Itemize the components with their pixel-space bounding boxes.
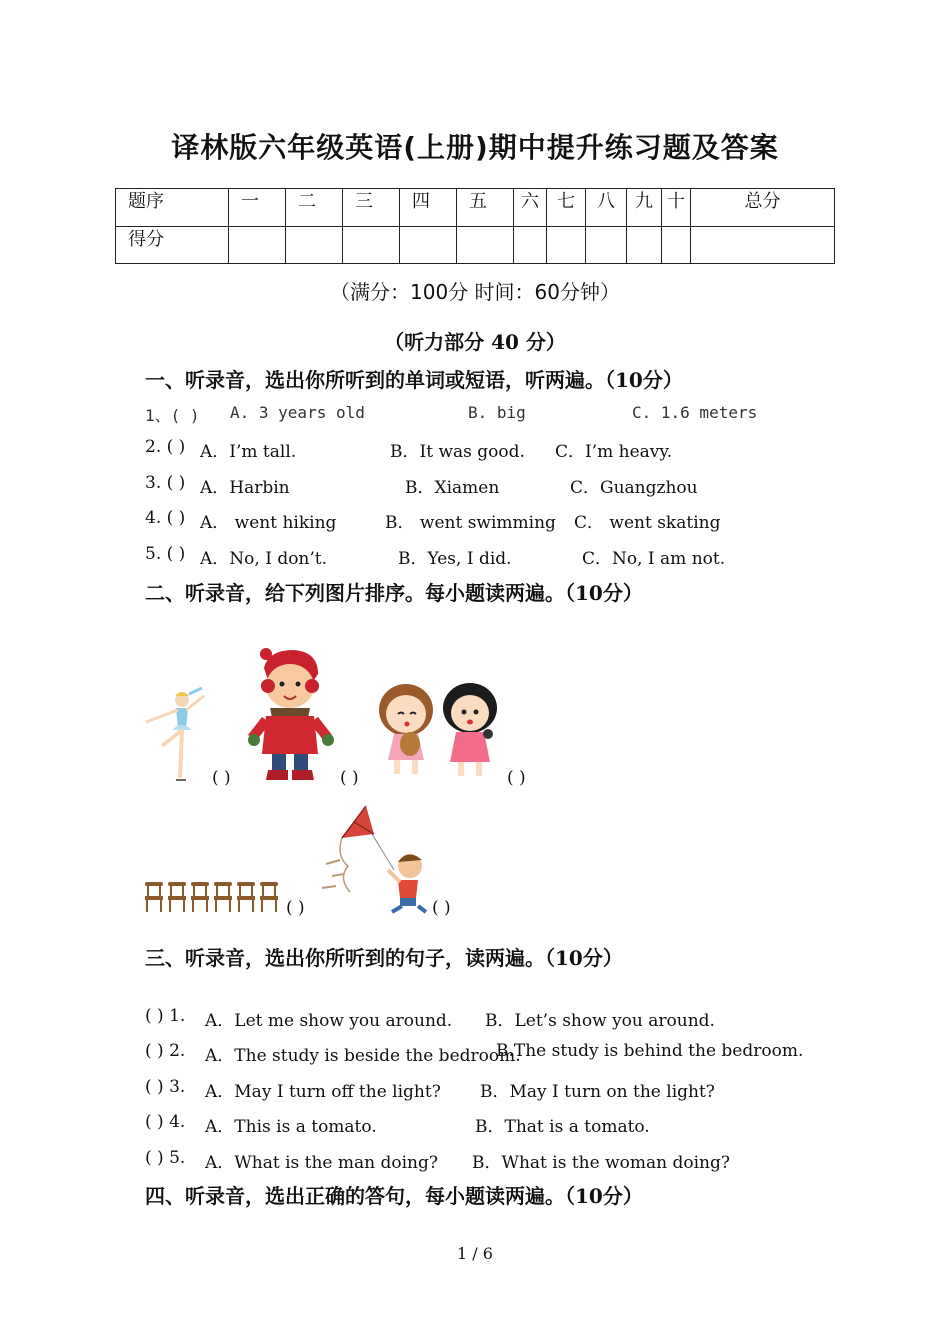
score-input-cell	[343, 226, 400, 264]
score-cell: 六	[514, 189, 547, 227]
option-a: A．What is the man doing?	[205, 1153, 438, 1173]
option-a: A．I’m tall.	[200, 442, 297, 462]
option-b: B． went swimming	[385, 513, 556, 533]
score-cell: 五	[457, 189, 514, 227]
answer-blank[interactable]: ( )	[432, 898, 451, 918]
answer-blank[interactable]: ( )	[340, 768, 359, 788]
score-table-score-row	[116, 226, 835, 264]
score-input-cell	[691, 226, 835, 264]
option-b: B. big	[468, 403, 526, 422]
option-c: C．Guangzhou	[570, 478, 698, 498]
option-a: A. 3 years old	[230, 403, 365, 422]
listening-part-heading: （听力部分 40 分）	[384, 330, 566, 354]
score-cell: 一	[229, 189, 286, 227]
singing-girls-icon	[374, 682, 504, 782]
option-b: B．What is the woman doing?	[472, 1153, 730, 1173]
question-number: 1、( )	[145, 406, 200, 425]
option-a: A．Harbin	[200, 478, 290, 498]
score-input-cell	[229, 226, 286, 264]
question-number: 5. ( )	[145, 544, 186, 564]
score-input-cell	[286, 226, 343, 264]
section-4-heading: 四、听录音，选出正确的答句，每小题读两遍。（10分）	[145, 1184, 643, 1208]
score-input-cell	[586, 226, 627, 264]
section-1-heading: 一、听录音，选出你所听到的单词或短语，听两遍。（10分）	[145, 368, 683, 392]
answer-blank[interactable]: ( )	[212, 768, 231, 788]
question-number: ( ) 2.	[145, 1041, 186, 1061]
score-cell: 三	[343, 189, 400, 227]
score-input-cell	[662, 226, 691, 264]
question-number: ( ) 1.	[145, 1006, 186, 1026]
question-number: 4. ( )	[145, 508, 186, 528]
score-input-cell	[547, 226, 586, 264]
option-a: A．May I turn off the light?	[205, 1082, 441, 1102]
option-a: A．The study is beside the bedroom.	[205, 1046, 521, 1066]
full-marks-note: （满分：100分 时间：60分钟）	[330, 280, 620, 304]
question-number: ( ) 5.	[145, 1148, 186, 1168]
option-b: B．That is a tomato.	[475, 1117, 650, 1137]
option-b: B．Let’s show you around.	[485, 1011, 715, 1031]
score-table-header-row	[116, 189, 835, 227]
option-c: C．I’m heavy.	[555, 442, 673, 462]
option-b: B.The study is behind the bedroom.	[496, 1041, 804, 1061]
score-cell: 四	[400, 189, 457, 227]
score-cell: 总分	[691, 189, 835, 227]
section-2-heading: 二、听录音，给下列图片排序。每小题读两遍。（10分）	[145, 581, 643, 605]
score-input-cell	[514, 226, 547, 264]
score-cell: 十	[662, 189, 691, 227]
winter-boy-icon	[248, 646, 334, 782]
question-number: 2. ( )	[145, 437, 186, 457]
ice-skater-icon	[142, 686, 210, 786]
kite-boy-icon	[318, 804, 430, 916]
option-c: C．No, I am not.	[582, 549, 726, 569]
score-table	[115, 188, 835, 264]
score-cell: 八	[586, 189, 627, 227]
question-number: ( ) 3.	[145, 1077, 186, 1097]
score-input-cell	[457, 226, 514, 264]
option-b: B．It was good.	[390, 442, 525, 462]
score-input-cell	[627, 226, 662, 264]
score-cell: 题序	[116, 189, 229, 227]
question-number: 3. ( )	[145, 473, 186, 493]
option-a: A．Let me show you around.	[205, 1011, 453, 1031]
option-a: A．This is a tomato.	[205, 1117, 377, 1137]
page-number: 1 / 6	[457, 1244, 493, 1263]
option-b: B．May I turn on the light?	[480, 1082, 715, 1102]
score-cell: 九	[627, 189, 662, 227]
option-b: B．Yes, I did.	[398, 549, 512, 569]
option-c: C． went skating	[574, 513, 721, 533]
score-input-cell	[400, 226, 457, 264]
score-cell: 七	[547, 189, 586, 227]
answer-blank[interactable]: ( )	[507, 768, 526, 788]
score-cell: 得分	[116, 226, 229, 264]
option-a: A． went hiking	[200, 513, 337, 533]
score-cell: 二	[286, 189, 343, 227]
section-3-heading: 三、听录音，选出你所听到的句子，读两遍。（10分）	[145, 946, 623, 970]
option-c: C. 1.6 meters	[632, 403, 758, 422]
option-a: A．No, I don’t.	[200, 549, 328, 569]
chairs-icon	[143, 880, 283, 914]
page-title: 译林版六年级英语(上册)期中提升练习题及答案	[171, 131, 779, 164]
answer-blank[interactable]: ( )	[286, 898, 305, 918]
question-number: ( ) 4.	[145, 1112, 186, 1132]
option-b: B．Xiamen	[405, 478, 500, 498]
